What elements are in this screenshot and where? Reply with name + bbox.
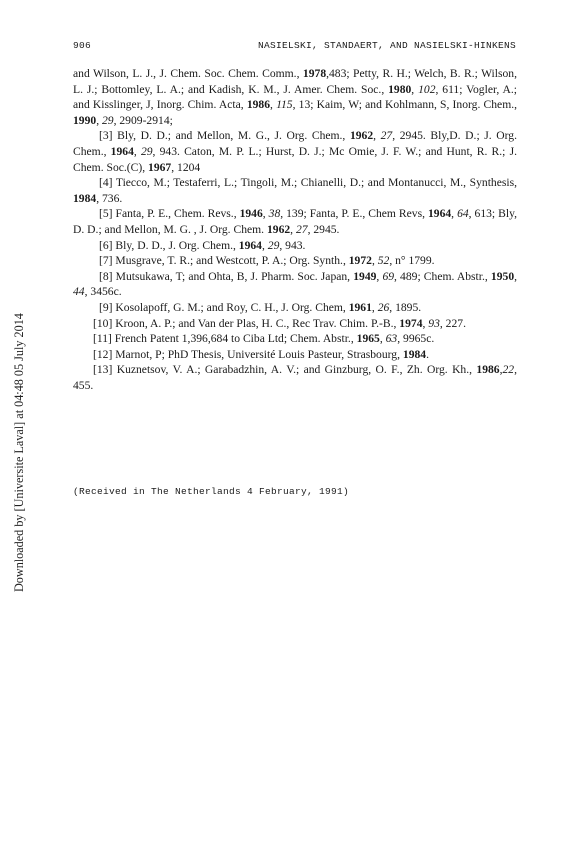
reference-year: 1980 <box>388 82 412 96</box>
reference-year: 1986 <box>476 363 500 377</box>
reference-label: [12] <box>93 347 113 361</box>
reference-label: [13] <box>93 363 113 377</box>
reference-year: 1965 <box>356 332 380 346</box>
reference-volume: 29 <box>140 144 153 158</box>
reference-text: , <box>96 113 102 127</box>
reference-13 <box>73 362 517 393</box>
reference-text: , <box>411 82 419 96</box>
reference-volume: 102 <box>418 82 436 96</box>
reference-year: 1964 <box>238 238 262 252</box>
reference-text: , <box>133 144 141 158</box>
reference-label: [4] <box>99 176 113 190</box>
reference-label: [10] <box>93 316 113 330</box>
reference-text: , 455. <box>73 363 517 392</box>
reference-volume: 29 <box>267 238 280 252</box>
reference-text: , 3456c. <box>84 285 122 299</box>
reference-text: , <box>373 129 381 143</box>
reference-volume: 93 <box>428 316 440 330</box>
reference-text: , 736. <box>96 191 123 205</box>
reference-text: Mutsukawa, T; and Ohta, B, J. Pharm. Soc. Japan, <box>112 269 354 283</box>
reference-label: [6] <box>99 238 113 252</box>
reference-year: 1974 <box>399 316 423 330</box>
reference-text: , n° 1799. <box>389 254 435 268</box>
received-note: (Received in The Netherlands 4 February, 1991) <box>73 486 350 497</box>
reference-volume: 69 <box>382 269 395 283</box>
running-head: NASIELSKI, STANDAERT, AND NASIELSKI-HINKENS <box>257 40 516 51</box>
reference-text: , 227. <box>439 316 466 330</box>
reference-text: , 2909-2914; <box>113 113 173 127</box>
reference-text: Kosolapoff, G. M.; and Roy, C. H., J. Org. Chem, <box>112 300 349 314</box>
reference-text: . <box>426 347 429 361</box>
reference-volume: 38 <box>268 207 281 221</box>
reference-11 <box>73 331 517 347</box>
reference-text: Kuznetsov, V. A.; Garabadzhin, A. V.; and Ginzburg, O. F., Zh. Org. Kh., <box>112 363 477 377</box>
reference-list <box>73 66 517 393</box>
reference-year: 1950 <box>490 269 515 283</box>
reference-5 <box>73 206 517 237</box>
reference-text: , <box>371 300 378 314</box>
reference-volume: 27 <box>295 222 308 236</box>
reference-text: , 139; Fanta, P. E., Chem Revs, <box>280 207 428 221</box>
reference-volume: 64 <box>457 207 469 221</box>
reference-text: Kroon, A. P.; and Van der Plas, H. C., Rec Trav. Chim. P.-B., <box>112 316 400 330</box>
reference-year: 1964 <box>110 144 134 158</box>
reference-label: [11] <box>93 332 112 346</box>
reference-year: 1967 <box>148 160 172 174</box>
reference-year: 1962 <box>266 222 291 236</box>
reference-year: 1978 <box>302 67 327 80</box>
reference-text: and Wilson, L. J., J. Chem. Soc. Chem. Comm., <box>73 67 303 80</box>
reference-9 <box>73 300 517 316</box>
reference-text: , 2945. Bly,D. D.; J. Org. Chem., <box>73 129 517 158</box>
reference-text: , <box>499 363 503 377</box>
reference-8 <box>73 269 517 300</box>
reference-6 <box>73 238 517 254</box>
reference-text: French Patent 1,396,684 to Ciba Ltd; Chem. Abstr., <box>111 332 357 346</box>
reference-year: 1986 <box>246 98 271 112</box>
reference-text: , 943. Caton, M. P. L.; Hurst, D. J.; Mc Omie, J. F. W.; and Hunt, R. R.; J. Chem. Soc.(C), <box>73 144 517 174</box>
reference-text: Musgrave, T. R.; and Westcott, P. A.; Org. Synth., <box>112 254 349 268</box>
reference-volume: 22 <box>502 363 515 377</box>
reference-12 <box>73 347 517 363</box>
reference-text: , <box>376 269 383 283</box>
reference-text: , 943. <box>279 238 306 252</box>
reference-volume: 115 <box>276 98 293 112</box>
reference-7 <box>73 253 517 269</box>
reference-label: [8] <box>99 269 113 283</box>
reference-text: Fanta, P. E., Chem. Revs., <box>112 207 240 221</box>
reference-4 <box>73 175 517 206</box>
reference-volume: 29 <box>101 113 114 127</box>
reference-year: 1972 <box>348 254 372 268</box>
reference-text: , <box>379 332 386 346</box>
page-number: 906 <box>73 40 92 51</box>
reference-text: , <box>371 254 378 268</box>
reference-text: , 13; Kaim, W; and Kohlmann, S, Inorg. Chem., <box>292 98 518 112</box>
reference-text: , <box>290 222 296 236</box>
reference-text: Bly, D. D., J. Org. Chem., <box>112 238 239 252</box>
reference-volume: 44 <box>73 285 85 299</box>
reference-text: , 9965c. <box>397 332 435 346</box>
reference-label: [9] <box>99 300 113 314</box>
reference-text: , 611; Vogler, A.; and Kisslinger, J, Inorg. Chim. Acta, <box>73 82 517 112</box>
reference-text: , <box>262 207 269 221</box>
reference-year: 1984 <box>402 347 427 361</box>
reference-year: 1949 <box>353 269 377 283</box>
reference-text: , 613; Bly, D. D.; and Mellon, M. G. , J. Org. Chem. <box>73 207 518 236</box>
reference-text: ,483; Petty, R. H.; Welch, B. R.; Wilson, L. J.; Bottomley, L. A.; and Kadish, K. M., J. Amer. Chem. Soc., <box>73 67 517 96</box>
reference-10 <box>73 316 517 332</box>
reference-continuation <box>73 66 517 128</box>
reference-text: , 1895. <box>389 300 422 314</box>
reference-text: , <box>261 238 268 252</box>
reference-year: 1984 <box>73 191 97 205</box>
reference-text: , <box>422 316 429 330</box>
reference-year: 1946 <box>239 207 263 221</box>
reference-text: , <box>270 98 277 112</box>
reference-text: , 1204 <box>171 160 201 174</box>
reference-volume: 63 <box>385 332 398 346</box>
reference-year: 1990 <box>73 113 97 127</box>
reference-3 <box>73 128 517 175</box>
reference-text: Bly, D. D.; and Mellon, M. G., J. Org. Chem., <box>112 129 350 143</box>
reference-volume: 52 <box>377 254 390 268</box>
reference-year: 1961 <box>348 300 372 314</box>
reference-volume: 27 <box>380 129 393 143</box>
reference-label: [3] <box>99 129 113 143</box>
reference-text: Tiecco, M.; Testaferri, L.; Tingoli, M.; Chianelli, D.; and Montanucci, M., Synthesis, <box>112 176 517 190</box>
reference-text: , <box>451 207 458 221</box>
reference-text: , 2945. <box>307 222 340 236</box>
reference-volume: 26 <box>377 300 390 314</box>
reference-text: Marnot, P; PhD Thesis, Université Louis Pasteur, Strasbourg, <box>112 347 403 361</box>
download-watermark: Downloaded by [Universite Laval] at 04:48 05 July 2014 <box>12 313 26 592</box>
reference-text: , <box>514 269 518 283</box>
reference-year: 1964 <box>427 207 452 221</box>
reference-label: [5] <box>99 207 113 221</box>
reference-text: , 489; Chem. Abstr., <box>394 269 491 283</box>
reference-year: 1962 <box>349 129 374 143</box>
reference-label: [7] <box>99 254 113 268</box>
